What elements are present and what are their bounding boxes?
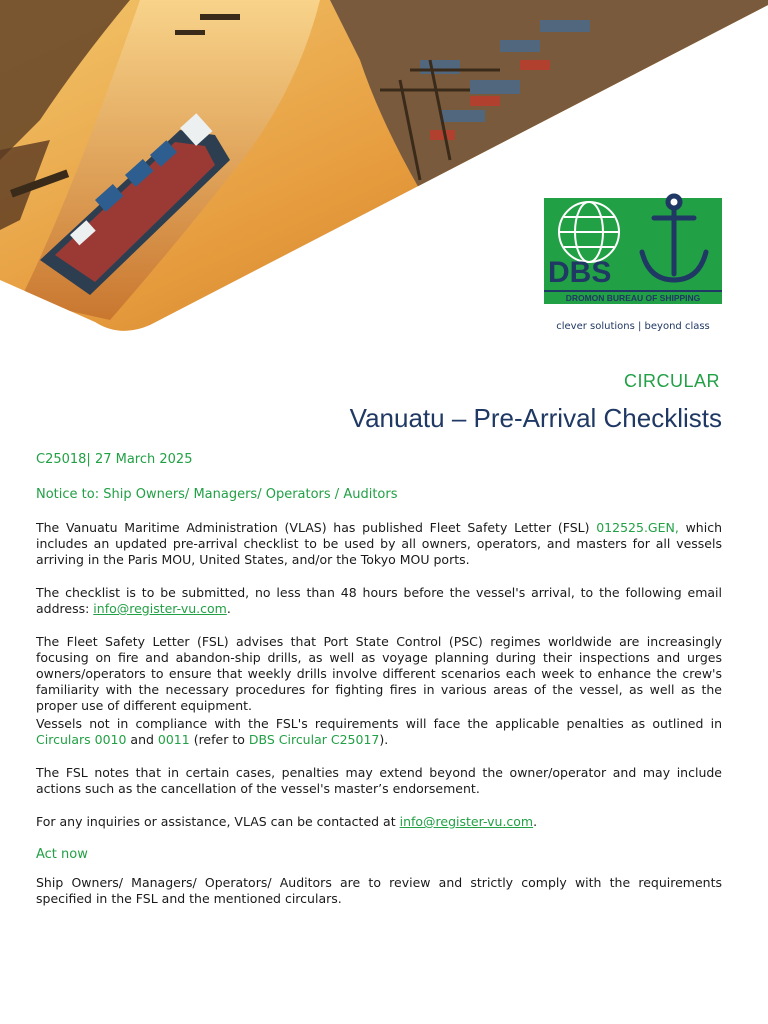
circular-reference: C25018| 27 March 2025 (36, 452, 193, 467)
dbs-logo (544, 192, 722, 342)
text-span: The Vanuatu Maritime Administration (VLAS) has published Fleet Safety Letter (FSL) (36, 520, 597, 535)
text-span: (refer to (189, 732, 249, 747)
text-span: For any inquiries or assistance, VLAS can be contacted at (36, 814, 400, 829)
circulars-0010-link[interactable]: Circulars 0010 (36, 732, 127, 747)
contact-email-link[interactable]: info@register-vu.com (399, 814, 534, 829)
act-now-heading: Act now (36, 847, 88, 862)
paragraph-psc-focus: The Fleet Safety Letter (FSL) advises that Port State Control (PSC) regimes worldwide are increasingly focusing on fire and abandon-ship drills, as well as voyage planning during their inspections and urges owners/operators to ensure that weekly drills involve different scenarios each week to enhance the crew's familiarity with the necessary procedures for fighting fires in various areas of the vessel, as well as the proper use of different equipment. (36, 634, 722, 713)
doc-type-label: CIRCULAR (623, 371, 720, 391)
paragraph-intro (36, 520, 722, 568)
paragraph-penalties (36, 716, 722, 748)
text-span: . (533, 814, 538, 829)
email-link[interactable]: info@register-vu.com (93, 601, 227, 616)
logo-wordmark: DBS (548, 256, 612, 289)
logo-subtext: DROMON BUREAU OF SHIPPING (565, 293, 701, 303)
paragraph-submission (36, 585, 722, 617)
fsl-reference-link[interactable]: 012525.GEN, (596, 520, 679, 535)
text-span: The checklist is to be submitted, no less than 48 hours before the vessel's arrival, to the following email address: (36, 585, 722, 616)
text-span: and (126, 732, 158, 747)
paragraph-master-endorsement: The FSL notes that in certain cases, penalties may extend beyond the owner/operator and may include actions such as the cancellation of the vessel's master’s endorsement. (36, 765, 722, 796)
paragraph-contact (36, 814, 722, 830)
page-title: Vanuatu – Pre-Arrival Checklists (349, 403, 722, 433)
text-span: Vessels not in compliance with the FSL's requirements will face the applicable penalties as outlined in (36, 716, 722, 731)
text-span: which includes an updated pre-arrival checklist to be used by all owners, operators, and masters for all vessels arriving in the Paris MOU, United States, and/or the Tokyo MOU ports. (36, 520, 722, 567)
text-span: . (226, 601, 231, 616)
dbs-circular-link[interactable]: DBS Circular C25017 (248, 732, 380, 747)
paragraph-action: Ship Owners/ Managers/ Operators/ Auditors are to review and strictly comply with the requirements specified in the FSL and the mentioned circulars. (36, 875, 722, 906)
circular-0011-link[interactable]: 0011 (157, 732, 190, 747)
text-span: ). (379, 732, 389, 747)
tagline: clever solutions | beyond class (556, 321, 710, 332)
notice-recipients: Notice to: Ship Owners/ Managers/ Operators / Auditors (36, 487, 398, 502)
